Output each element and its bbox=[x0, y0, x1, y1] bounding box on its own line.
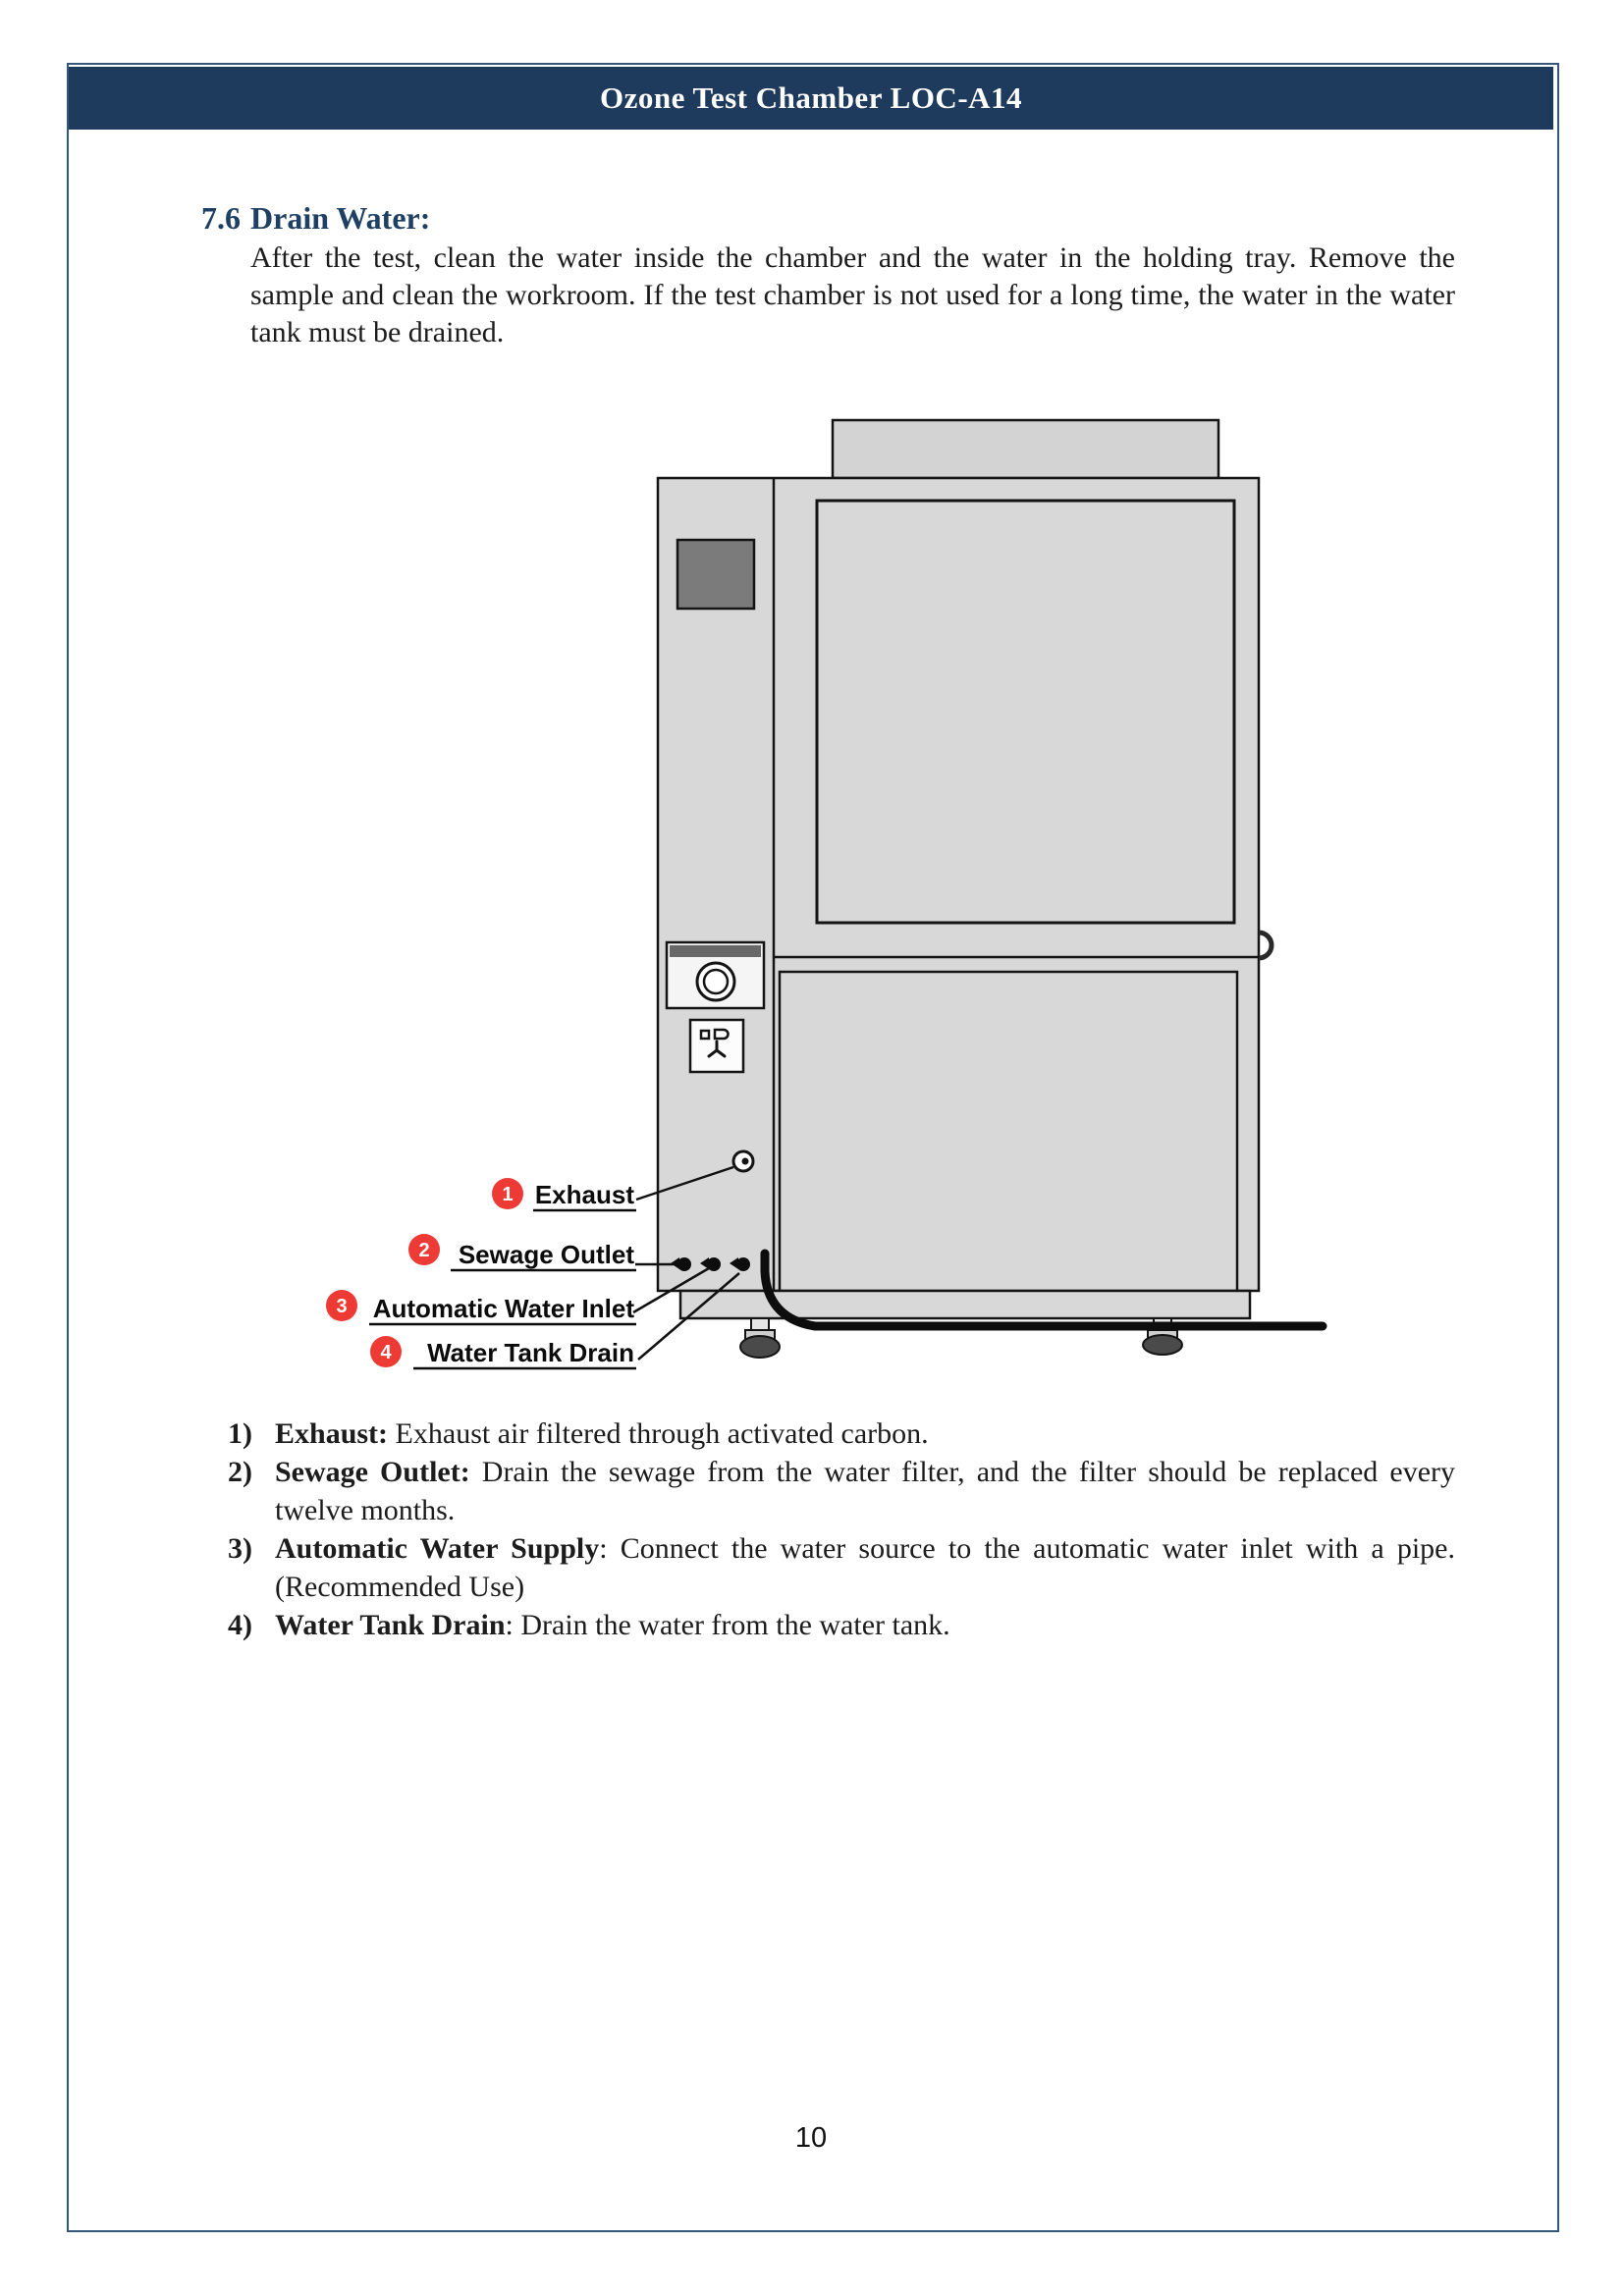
section-title: Drain Water: bbox=[250, 200, 431, 236]
lower-front-panel bbox=[780, 972, 1237, 1291]
list-number: 1) bbox=[228, 1417, 252, 1450]
list-item bbox=[228, 1529, 1455, 1606]
list-label: Exhaust: bbox=[275, 1417, 389, 1450]
callout-badge-4 bbox=[370, 1336, 402, 1367]
callout-label-automatic-water-inlet: Automatic Water Inlet bbox=[372, 1294, 634, 1323]
list-text: Drain the sewage from the water filter, and the filter should be replaced every twelve months. bbox=[275, 1456, 1455, 1526]
list-number: 2) bbox=[228, 1456, 252, 1488]
svg-text:4: 4 bbox=[380, 1342, 392, 1363]
svg-text:2: 2 bbox=[418, 1240, 430, 1261]
exhaust-port-dot bbox=[742, 1158, 749, 1165]
list-text: Exhaust air filtered through activated carbon. bbox=[388, 1417, 929, 1450]
knob-panel-strip bbox=[670, 945, 761, 957]
legend-list bbox=[228, 1415, 1455, 1644]
callout-badge-1 bbox=[492, 1178, 523, 1209]
section-number: 7.6 bbox=[201, 200, 241, 236]
left-foot bbox=[740, 1318, 780, 1358]
door-handle-icon bbox=[1259, 933, 1272, 958]
list-text: : Connect the water source to the automatic water inlet with a pipe. (Recommended Use) bbox=[275, 1532, 1455, 1603]
list-label: Water Tank Drain bbox=[275, 1609, 506, 1641]
list-text: : Drain the water from the water tank. bbox=[505, 1609, 950, 1641]
list-label: Sewage Outlet: bbox=[275, 1456, 470, 1488]
display-panel bbox=[677, 540, 754, 609]
list-item bbox=[228, 1453, 1455, 1529]
chamber-top-box bbox=[833, 420, 1218, 478]
intro-paragraph: After the test, clean the water inside the chamber and the water in the holding tray. Remove the sample and clean the workroom. If the test chamber is not used for a long time, the water in the water tank must be drained. bbox=[250, 241, 1455, 348]
page-number: 10 bbox=[794, 2122, 828, 2154]
knob-inner bbox=[704, 970, 728, 993]
callout-badge-3 bbox=[326, 1290, 357, 1321]
list-item bbox=[228, 1606, 1455, 1644]
callout-badge-2 bbox=[408, 1234, 440, 1265]
list-number: 3) bbox=[228, 1532, 252, 1565]
list-label: Automatic Water Supply bbox=[275, 1532, 600, 1565]
list-item bbox=[228, 1415, 1455, 1453]
svg-text:3: 3 bbox=[336, 1296, 348, 1317]
callout-label-water-tank-drain: Water Tank Drain bbox=[427, 1338, 634, 1367]
callout-label-exhaust: Exhaust bbox=[534, 1180, 634, 1209]
callout-label-sewage-outlet: Sewage Outlet bbox=[458, 1240, 634, 1269]
svg-text:1: 1 bbox=[502, 1184, 514, 1205]
page-title: Ozone Test Chamber LOC-A14 bbox=[599, 80, 1023, 115]
list-number: 4) bbox=[228, 1609, 252, 1641]
